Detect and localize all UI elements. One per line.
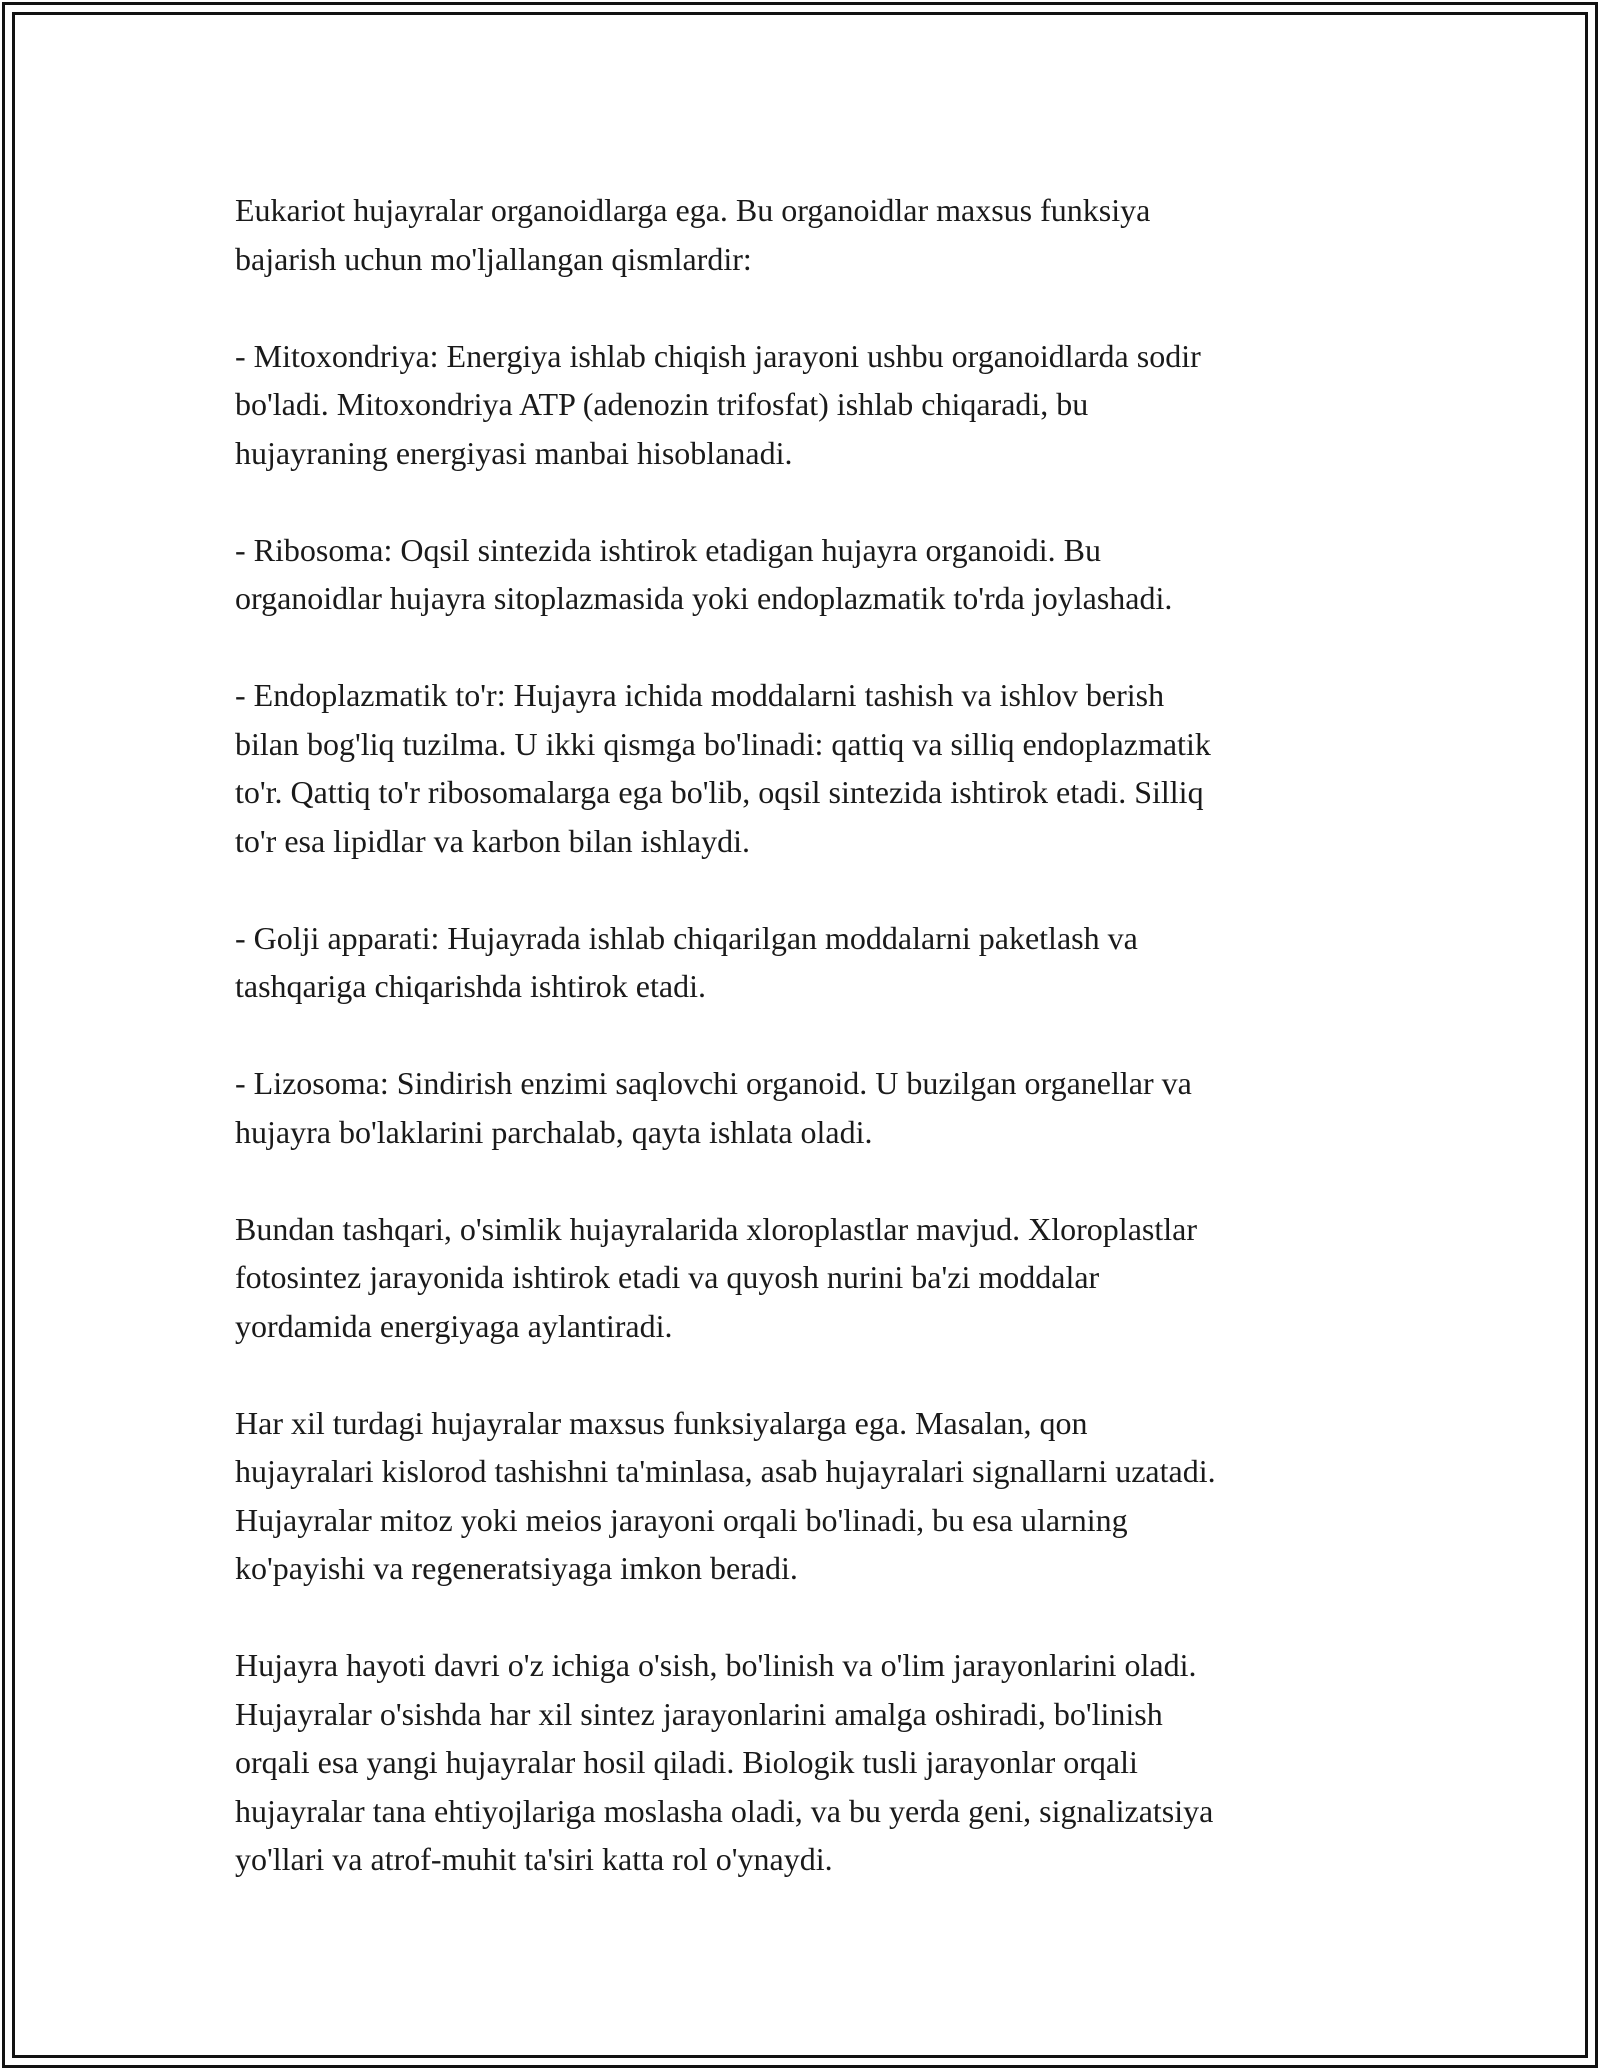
paragraph-lizosoma: - Lizosoma: Sindirish enzimi saqlovchi organoid. U buzilgan organellar va hujayra bo'laklarini parchalab, qayta ishlata oladi.: [235, 1065, 1192, 1150]
paragraph-intro: Eukariot hujayralar organoidlarga ega. Bu organoidlar maxsus funksiya bajarish uchun mo'ljallangan qismlardir:: [235, 192, 1151, 277]
paragraph-hujayra-hayoti: Hujayra hayoti davri o'z ichiga o'sish, bo'linish va o'lim jarayonlarini oladi. Hujayralar o'sishda har xil sintez jarayonlarini amalga oshiradi, bo'linish orqali esa yangi hujayralar hosil qiladi. Biologik tusli jarayonlar orqali hujayralar tana ehtiyojlariga moslasha oladi, va bu yerda geni, signalizatsiya yo'llari va atrof-muhit ta'siri katta rol o'ynaydi.: [235, 1647, 1214, 1877]
paragraph-ribosoma: - Ribosoma: Oqsil sintezida ishtirok etadigan hujayra organoidi. Bu organoidlar hujayra sitoplazmasida yoki endoplazmatik to'rda joylashadi.: [235, 531, 1173, 616]
paragraph-hujayra-funksiyalari: Har xil turdagi hujayralar maxsus funksiyalarga ega. Masalan, qon hujayralari kislorod tashishni ta'minlasa, asab hujayralari signallarni uzatadi. Hujayralar mitoz yoki meios jarayoni orqali bo'linadi, bu esa ularning ko'payishi va regeneratsiyaga imkon beradi.: [235, 1404, 1216, 1586]
paragraph-xloroplastlar: Bundan tashqari, o'simlik hujayralarida xloroplastlar mavjud. Xloroplastlar fotosintez jarayonida ishtirok etadi va quyosh nurini ba'zi moddalar yordamida energiyaga aylantiradi.: [235, 1210, 1197, 1344]
document-body: [235, 186, 1375, 1884]
paragraph-mitoxondriya: - Mitoxondriya: Energiya ishlab chiqish jarayoni ushbu organoidlarda sodir bo'ladi. Mitoxondriya ATP (adenozin trifosfat) ishlab chiqaradi, bu hujayraning energiyasi manbai hisoblanadi.: [235, 337, 1201, 471]
paragraph-golji-apparati: - Golji apparati: Hujayrada ishlab chiqarilgan moddalarni paketlash va tashqariga chiqarishda ishtirok etadi.: [235, 919, 1138, 1004]
paragraph-endoplazmatik-tor: - Endoplazmatik to'r: Hujayra ichida moddalarni tashish va ishlov berish bilan bog'liq tuzilma. U ikki qismga bo'linadi: qattiq va silliq endoplazmatik to'r. Qattiq to'r ribosomalarga ega bo'lib, oqsil sintezida ishtirok etadi. Silliq to'r esa lipidlar va karbon bilan ishlaydi.: [235, 677, 1211, 859]
